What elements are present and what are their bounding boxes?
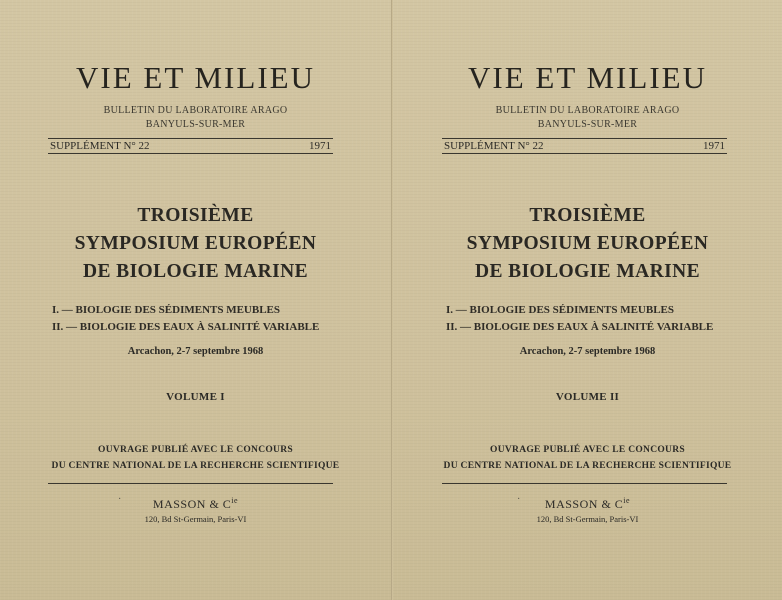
supplement-number: SUPPLÉMENT N° 22: [444, 140, 544, 152]
publisher-name: MASSON & $C^{ie}$: [152, 496, 239, 511]
city-line: BANYULS-SUR-MER: [145, 119, 246, 130]
volume-label: VOLUME II: [555, 391, 620, 403]
volume-label: VOLUME I: [166, 391, 225, 403]
divider-rule: [48, 483, 333, 484]
publisher-address: 120, Bd St-Germain, Paris-VI: [144, 514, 247, 524]
decorative-dot: ·: [517, 494, 521, 505]
supplement-year: 1971: [703, 140, 725, 152]
bulletin-line: BULLETIN DU LABORATOIRE ARAGO: [495, 105, 680, 116]
supplement-bar: [442, 138, 727, 154]
main-title-line-1: TROISIÈME: [529, 205, 646, 226]
city-line: BANYULS-SUR-MER: [537, 119, 638, 130]
publisher-address: 120, Bd St-Germain, Paris-VI: [536, 514, 639, 524]
cover-volume-2: [393, 0, 782, 600]
subtitle-2: II. — BIOLOGIE DES EAUX À SALINITÉ VARIABLE: [446, 321, 714, 333]
journal-title: VIE ET MILIEU: [76, 60, 315, 95]
concours-line-1: OUVRAGE PUBLIÉ AVEC LE CONCOURS: [98, 445, 293, 455]
subtitle-2: II. — BIOLOGIE DES EAUX À SALINITÉ VARIABLE: [52, 321, 320, 333]
decorative-dot: ·: [118, 494, 122, 505]
main-title-line-3: DE BIOLOGIE MARINE: [83, 261, 308, 282]
concours-line-2: DU CENTRE NATIONAL DE LA RECHERCHE SCIENTIFIQUE: [443, 461, 732, 471]
publisher-name: MASSON & $C^{ie}$: [544, 496, 631, 511]
main-title-line-1: TROISIÈME: [137, 205, 254, 226]
concours-line-2: DU CENTRE NATIONAL DE LA RECHERCHE SCIENTIFIQUE: [51, 461, 340, 471]
journal-title: VIE ET MILIEU: [468, 60, 707, 95]
meeting-place-date: Arcachon, 2-7 septembre 1968: [519, 346, 656, 357]
supplement-bar: [48, 138, 333, 154]
meeting-place-date: Arcachon, 2-7 septembre 1968: [127, 346, 264, 357]
concours-line-1: OUVRAGE PUBLIÉ AVEC LE CONCOURS: [490, 445, 685, 455]
main-title-line-2: SYMPOSIUM EUROPÉEN: [466, 233, 709, 254]
main-title-line-3: DE BIOLOGIE MARINE: [475, 261, 700, 282]
supplement-year: 1971: [309, 140, 331, 152]
divider-rule: [442, 483, 727, 484]
subtitle-1: I. — BIOLOGIE DES SÉDIMENTS MEUBLES: [52, 304, 281, 316]
subtitle-1: I. — BIOLOGIE DES SÉDIMENTS MEUBLES: [446, 304, 675, 316]
bulletin-line: BULLETIN DU LABORATOIRE ARAGO: [103, 105, 288, 116]
supplement-number: SUPPLÉMENT N° 22: [50, 140, 150, 152]
main-title-line-2: SYMPOSIUM EUROPÉEN: [74, 233, 317, 254]
